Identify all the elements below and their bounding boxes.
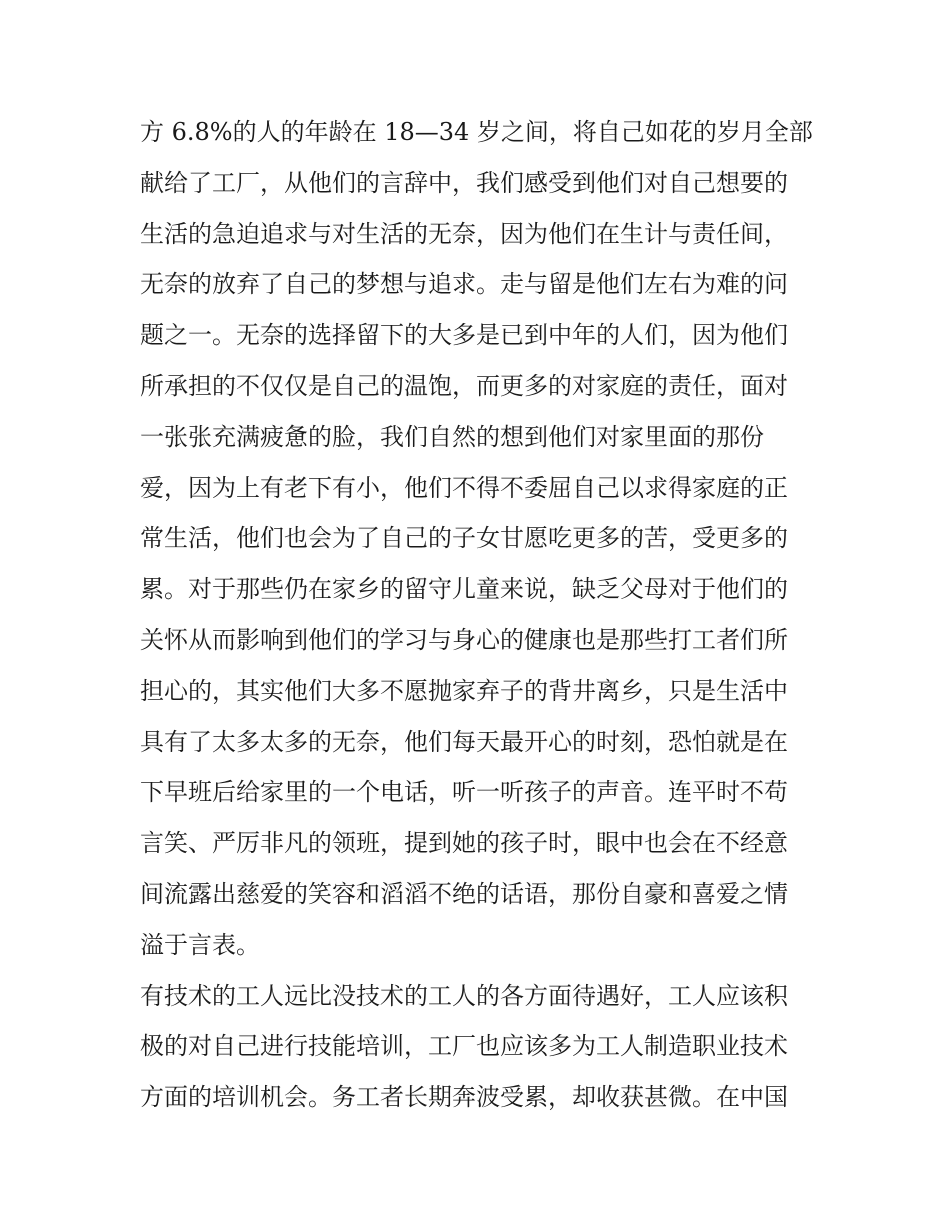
paragraph-1 bbox=[140, 107, 820, 971]
paragraph-2 bbox=[140, 971, 820, 1123]
text-line: 极的对自己进行技能培训，工厂也应该多为工人制造职业技术 bbox=[140, 1032, 788, 1061]
text-line: 无奈的放弃了自己的梦想与追求。走与留是他们左右为难的问 bbox=[140, 270, 788, 299]
document-body bbox=[140, 107, 820, 1123]
text-line: 累。对于那些仍在家乡的留守儿童来说，缺乏父母对于他们的 bbox=[140, 575, 788, 604]
text-line: 担心的，其实他们大多不愿抛家弃子的背井离乡，只是生活中 bbox=[140, 676, 788, 705]
text-line: 题之一。无奈的选择留下的大多是已到中年的人们，因为他们 bbox=[140, 321, 788, 350]
text-line: 间流露出慈爱的笑容和滔滔不绝的话语，那份自豪和喜爱之情 bbox=[140, 879, 788, 908]
text-line: 言笑、严厉非凡的领班，提到她的孩子时，眼中也会在不经意 bbox=[140, 829, 788, 858]
text-line: 方 6.8%的人的年龄在 18—34 岁之间，将自己如花的岁月全部 bbox=[140, 118, 813, 146]
text-line: 所承担的不仅仅是自己的温饱，而更多的对家庭的责任，面对 bbox=[140, 371, 788, 400]
text-line: 下早班后给家里的一个电话，听一听孩子的声音。连平时不苟 bbox=[140, 778, 788, 807]
text-line: 献给了工厂，从他们的言辞中，我们感受到他们对自己想要的 bbox=[140, 168, 788, 197]
text-line: 方面的培训机会。务工者长期奔波受累，却收获甚微。在中国 bbox=[140, 1083, 788, 1112]
text-line: 关怀从而影响到他们的学习与身心的健康也是那些打工者们所 bbox=[140, 625, 788, 654]
text-line: 爱，因为上有老下有小，他们不得不委屈自己以求得家庭的正 bbox=[140, 473, 788, 502]
text-line: 常生活，他们也会为了自己的子女甘愿吃更多的苦，受更多的 bbox=[140, 524, 788, 553]
text-line: 有技术的工人远比没技术的工人的各方面待遇好，工人应该积 bbox=[140, 981, 788, 1010]
text-line: 一张张充满疲惫的脸，我们自然的想到他们对家里面的那份 bbox=[140, 422, 764, 451]
text-line: 生活的急迫追求与对生活的无奈，因为他们在生计与责任间， bbox=[140, 219, 788, 248]
text-line: 溢于言表。 bbox=[140, 930, 260, 959]
text-line: 具有了太多太多的无奈，他们每天最开心的时刻，恐怕就是在 bbox=[140, 727, 788, 756]
